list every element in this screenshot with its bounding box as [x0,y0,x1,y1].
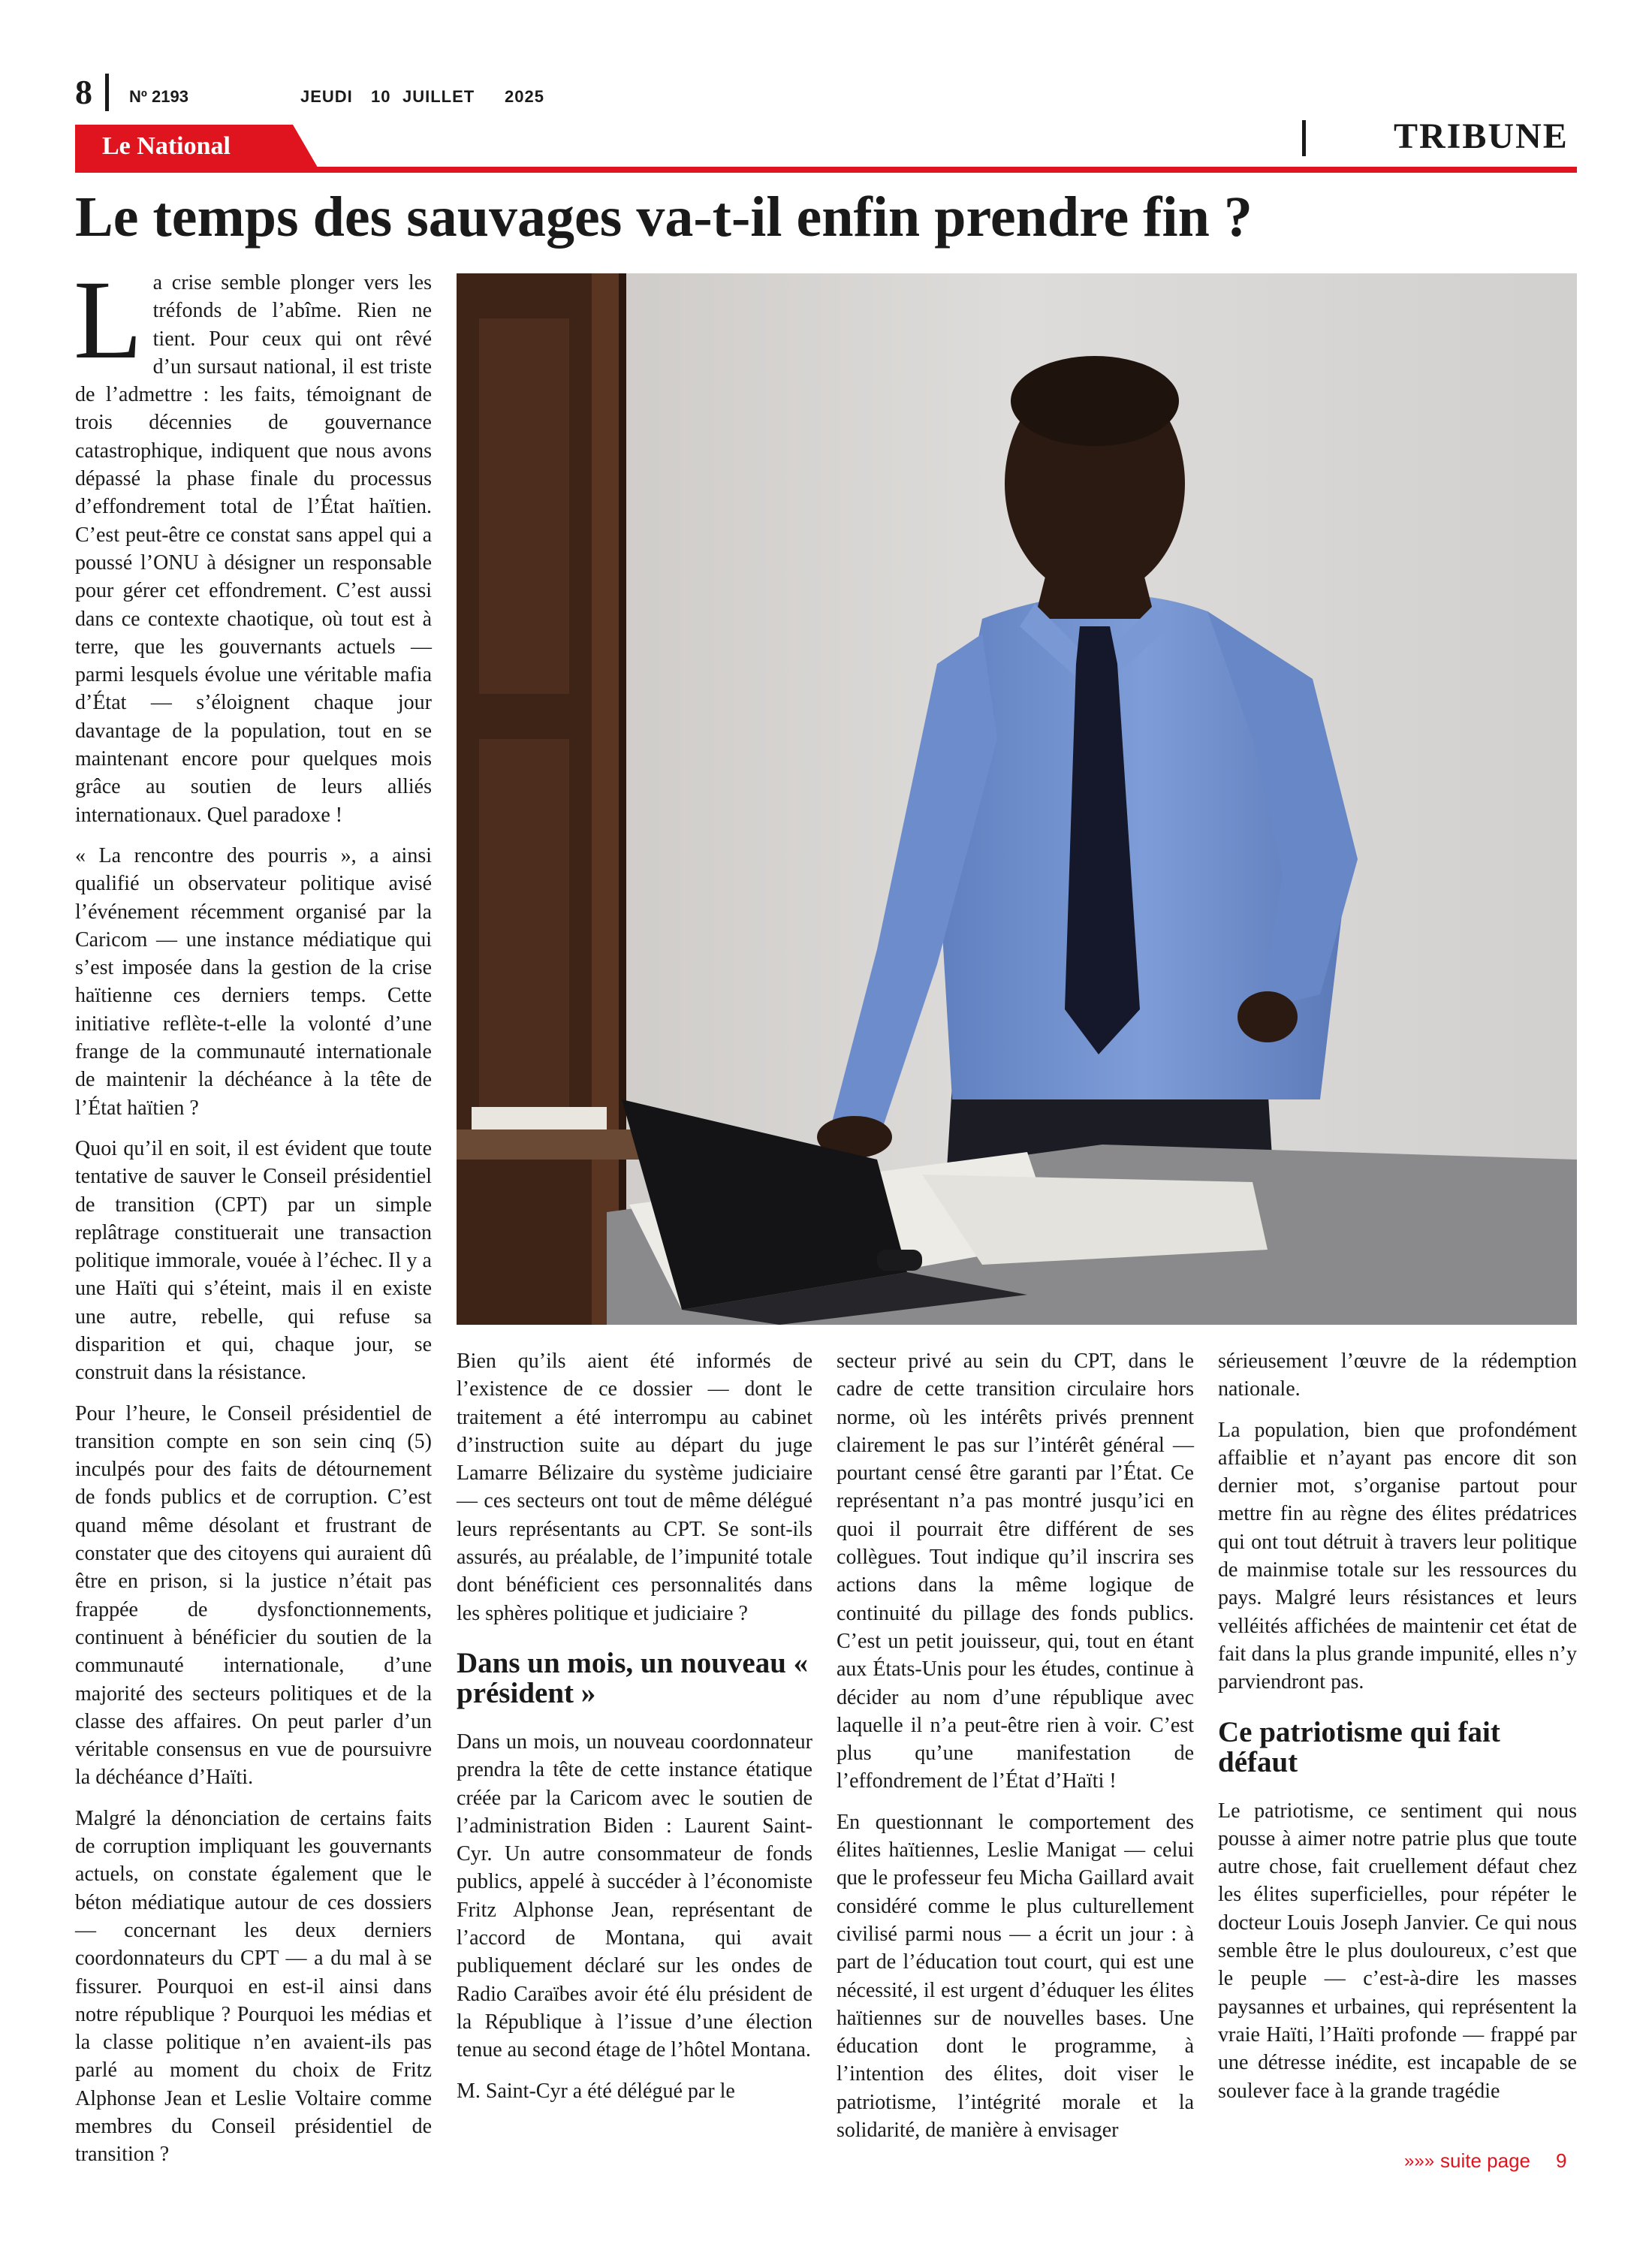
section-divider [1302,120,1306,156]
body-paragraph: sérieusement l’œuvre de la rédemption nationale. [1218,1350,1577,1401]
article-column-4 [1218,1347,1577,2118]
body-paragraph: secteur privé au sein du CPT, dans le cadre de cette transition circulaire hors norme, où les intérêts privés prennent clairement le pas sur l’intérêt général — pourtant censé être garanti par l’État. Ce représentant n’a pas montré jusqu’ici en quoi il pourrait être différent de ses collègues. Tout indique qu’il inscrira ses actions dans la même logique de continuité du pillage des fonds publics. C’est un petit jouisseur, qui, tout en étant aux États-Unis pour les études, continue à décider au nom d’une république avec laquelle il n’a peut-être rien à voir. C’est plus qu’une manifestation de l’effondrement de l’État d’Haïti ! [837,1350,1194,1793]
page-number-divider [105,74,109,111]
body-paragraph: M. Saint-Cyr a été délégué par le [457,2079,735,2103]
date-number: 10 [371,87,391,106]
page-number: 8 [75,73,92,111]
article-column-1 [74,258,432,2182]
body-paragraph: Bien qu’ils aient été informés de l’existence de ce dossier — dont le traitement a été interrompu au cabinet d’instruction suite au départ du juge Lamarre Bélizaire du système judiciaire — ces secteurs ont tout de même délégué leurs représentants au CPT. Se sont-ils assurés, au préalable, de l’impunité totale dont bénéficient ces personnalités dans les sphères politique et judiciaire ? [457,1350,812,1625]
continuation-page-number: 9 [1556,2149,1567,2172]
body-paragraph: « La rencontre des pourris », a ainsi qualifié un observateur politique avisé l’événement récemment organisé par la Caricom — une instance médiatique qui s’est imposée dans la gestion de la crise haïtienne ces derniers temps. Cette initiative reflète-t-elle la volonté d’une frange de la communauté internationale de maintenir la déchéance à la tête de l’État haïtien ? [75,843,432,1120]
article-column-2 [457,1347,812,2118]
header-rule [75,167,1577,173]
body-paragraph: En questionnant le comportement des élites haïtiennes, Leslie Manigat — celui que le professeur feu Micha Gaillard avait considéré comme le plus culturellement civilisé parmi nous — a écrit un jour : à part de l’éducation tout court, qui est une nécessité, il est urgent d’éduquer les élites haïtiennes sur de nouvelles bases. Une éducation dont le programme, à l’intention des élites, doit viser le patriotisme, l’intégrité morale et la solidarité, de manière à envisager [837,1810,1194,2143]
body-paragraph: Le patriotisme, ce sentiment qui nous pousse à aimer notre patrie plus que toute autre chose, fait cruellement défaut chez les élites superficielles, pour répéter le docteur Louis Joseph Janvier. Ce qui nous semble être le plus douloureux, c’est que le peuple — c’est-à-dire les masses paysannes et urbaines, qui représentent la vraie Haïti, l’Haïti profonde — frappé par une détresse inédite, est incapable de se soulever face à la grande tragédie [1218,1799,1577,2103]
body-paragraph [74,258,432,829]
subheading: Ce patriotisme qui fait défaut [1218,1715,1500,1778]
date-month: JUILLET [402,87,475,106]
section-title: TRIBUNE [1394,116,1569,156]
continuation-label: suite page [1440,2149,1530,2172]
body-paragraph: Quoi qu’il en soit, il est évident que toute tentative de sauver le Conseil présidentiel de transition (CPT) par un simple replâtrage constituerait une transaction politique immorale, vouée à l’échec. Il y a une Haïti qui s’éteint, mais il en existe une autre, rebelle, qui refuse sa disparition et qui, chaque jour, se construit dans la résistance. [75,1136,432,1385]
article-column-3 [837,1347,1194,2157]
date-year: 2025 [505,87,544,106]
body-paragraph: Dans un mois, un nouveau coordonnateur prendra la tête de cette instance étatique créée par la Caricom avec le soutien de l’administration Biden : Laurent Saint-Cyr. Un autre consommateur de fonds publics, appelé à succéder à l’économiste Fritz Alphonse Jean, représentant de l’accord de Montana, qui avait publiquement déclaré sur les ondes de Radio Caraïbes avoir été élu président de la République à l’issue d’une élection tenue au second étage de l’hôtel Montana. [457,1730,812,2062]
brand-logo-text: Le National [102,132,231,160]
drop-cap: L [74,258,143,382]
body-paragraph: Malgré la dénonciation de certains faits de corruption impliquant les gouvernants actuels, on constate également que le béton médiatique autour de ces dossiers — concernant les deux derniers coordonnateurs du CPT — a du mal à se fissurer. Pourquoi en est-il ainsi dans notre république ? Pourquoi les médias et la classe politique n’en avaient-ils pas parlé au moment du choix de Fritz Alphonse Jean et Leslie Voltaire comme membres du Conseil présidentiel de transition ? [75,1806,432,2167]
body-paragraph: La population, bien que profondément affaiblie et n’ayant pas encore dit son dernier mot, s’organise partout pour mettre fin au règne des élites prédatrices qui ont tout détruit à travers leur politique de mainmise totale sur les ressources du pays. Malgré leurs résistances et leurs velléités affichées de maintenir cet état de fait dans la plus grande impunité, elles n’y parviendront pas. [1218,1418,1577,1694]
article-photo [457,273,1577,1325]
date-day: JEUDI [300,87,353,106]
paragraph-text: a crise semble plonger vers les tréfonds de l’abîme. Rien ne tient. Pour ceux qui ont rêvé d’un sursaut national, il est triste de l’admettre : les faits, témoignant de trois décennies de gouvernance catastrophique, indiquent que nous avons dépassé la phase finale du processus d’effondrement total de l’État haïtien. C’est peut-être ce constat sans appel qui a poussé l’ONU à désigner un responsable pour gérer cet effondrement. C’est aussi dans ce contexte chaotique, où tout est à terre, que les gouvernants actuels — parmi lesquels évolue une véritable mafia d’État — s’éloignent chaque jour davantage de la population, tout en se maintenant encore pour quelques mois grâce au soutien de leurs alliés internationaux. Quel paradoxe ! [75,271,432,827]
body-paragraph: Pour l’heure, le Conseil présidentiel de transition compte en son sein cinq (5) inculpés pour des faits de détournement de fonds publics et de corruption. C’est quand même désolant et frustrant de constater que des citoyens qui auraient dû être en prison, si la justice n’était pas frappée de dysfonctionnements, continuent à bénéficier du soutien de la communauté internationale, d’une majorité des secteurs politiques et de la classe des affaires. On peut parler d’un véritable consensus en vue de poursuivre la déchéance d’Haïti. [75,1401,432,1790]
article-headline: Le temps des sauvages va-t-il enfin prendre fin ? [75,185,1253,249]
continuation-arrows: »»» [1404,2151,1435,2171]
subheading: Dans un mois, un nouveau « président » [457,1646,809,1709]
issue-number: Nº 2193 [129,87,188,106]
